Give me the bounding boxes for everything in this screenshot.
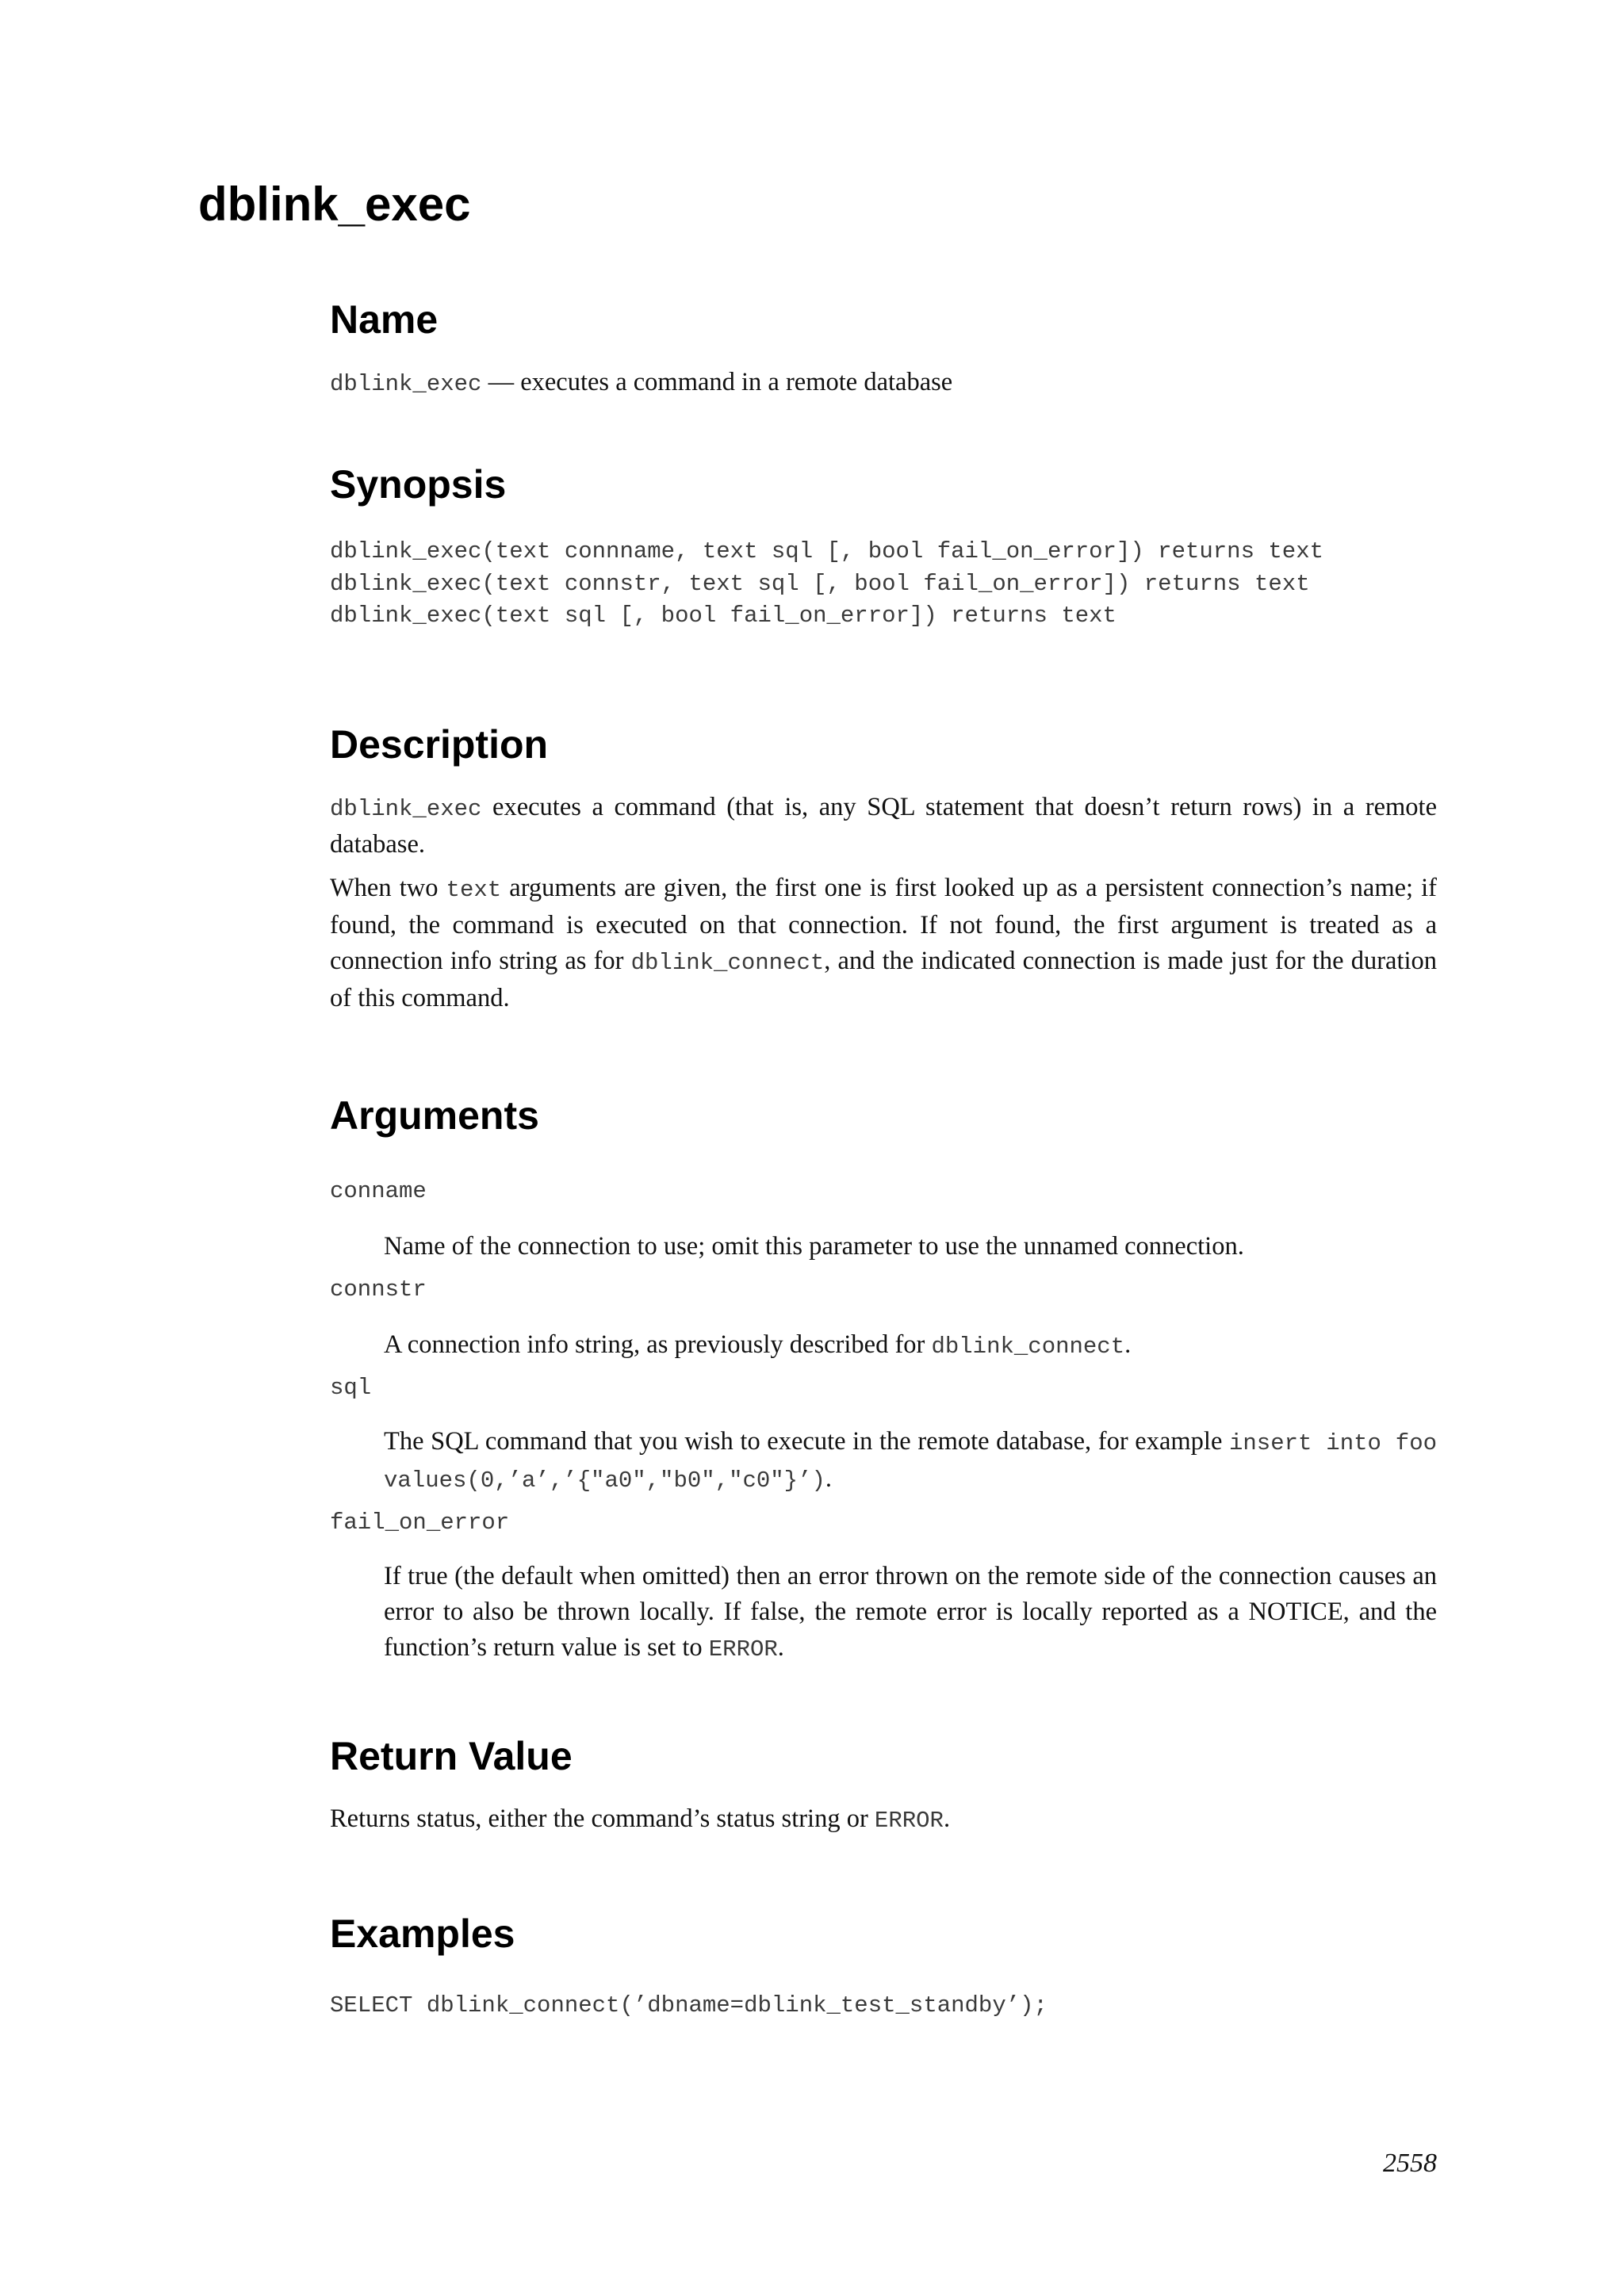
synopsis-heading: Synopsis [330,462,507,507]
name-heading: Name [330,297,439,342]
synopsis-line: dblink_exec(text sql [, bool fail_on_error]) returns text [330,603,1116,629]
name-line [330,365,1437,402]
def-text: . [1124,1330,1132,1359]
argument-def-connstr [384,1327,1437,1364]
def-text: If true (the default when omitted) then an error thrown on the remote side of the connection causes an error to also be thrown locally. If false, the remote error is locally reported as a NOTICE, and the function’s return value is set to [384,1562,1437,1662]
synopsis-line: dblink_exec(text connname, text sql [, bool fail_on_error]) returns text [330,538,1324,564]
inline-code: dblink_exec [330,796,482,822]
return-text: . [943,1804,951,1833]
argument-def-conname: Name of the connection to use; omit this parameter to use the unnamed connection. [384,1232,1244,1261]
name-desc: — executes a command in a remote database [481,368,953,396]
inline-code: dblink_connect [931,1334,1125,1360]
description-text: executes a command (that is, any SQL statement that doesn’t return rows) in a remote database. [330,793,1437,859]
inline-code: text [446,877,502,903]
argument-term-fail-on-error: fail_on_error [330,1510,510,1536]
synopsis-block [330,536,1323,633]
inline-code: ERROR [874,1808,944,1834]
example-code: SELECT dblink_connect(’dbname=dblink_test_standby’); [330,1992,1048,2019]
page-number: 2558 [1383,2149,1437,2178]
examples-heading: Examples [330,1911,515,1956]
argument-def-fail-on-error [384,1559,1437,1667]
synopsis-line: dblink_exec(text connstr, text sql [, bool fail_on_error]) returns text [330,570,1310,597]
description-paragraph-2 [330,871,1437,1016]
description-text: arguments are given, the first one is first looked up as a persistent connection’s name; if found, the command is executed on that connection. If not found, the first argument is treated as a connection info string as for [330,874,1437,975]
arguments-heading: Arguments [330,1093,539,1138]
return-value-heading: Return Value [330,1734,573,1778]
def-text: . [825,1464,833,1493]
description-heading: Description [330,722,549,767]
name-func: dblink_exec [330,371,482,397]
argument-term-conname: conname [330,1178,427,1204]
return-value-text [330,1801,1437,1839]
description-paragraph-1 [330,790,1437,863]
def-text: A connection info string, as previously described for [384,1330,932,1359]
inline-code: ERROR [708,1636,778,1663]
def-text: The SQL command that you wish to execute in the remote database, for example [384,1427,1229,1456]
argument-term-connstr: connstr [330,1276,427,1303]
description-text: When two [330,874,446,902]
inline-code: dblink_connect [630,950,825,976]
description-text: , and the indicated connection is made just for the duration of this command. [330,947,1438,1012]
inline-code: insert into foo values(0,’a’,’{"a0","b0","c0"}’) [384,1430,1438,1494]
argument-term-sql: sql [330,1375,372,1401]
argument-def-sql [384,1424,1437,1498]
def-text: . [777,1633,784,1662]
page-title: dblink_exec [198,178,471,231]
return-text: Returns status, either the command’s status string or [330,1804,875,1833]
